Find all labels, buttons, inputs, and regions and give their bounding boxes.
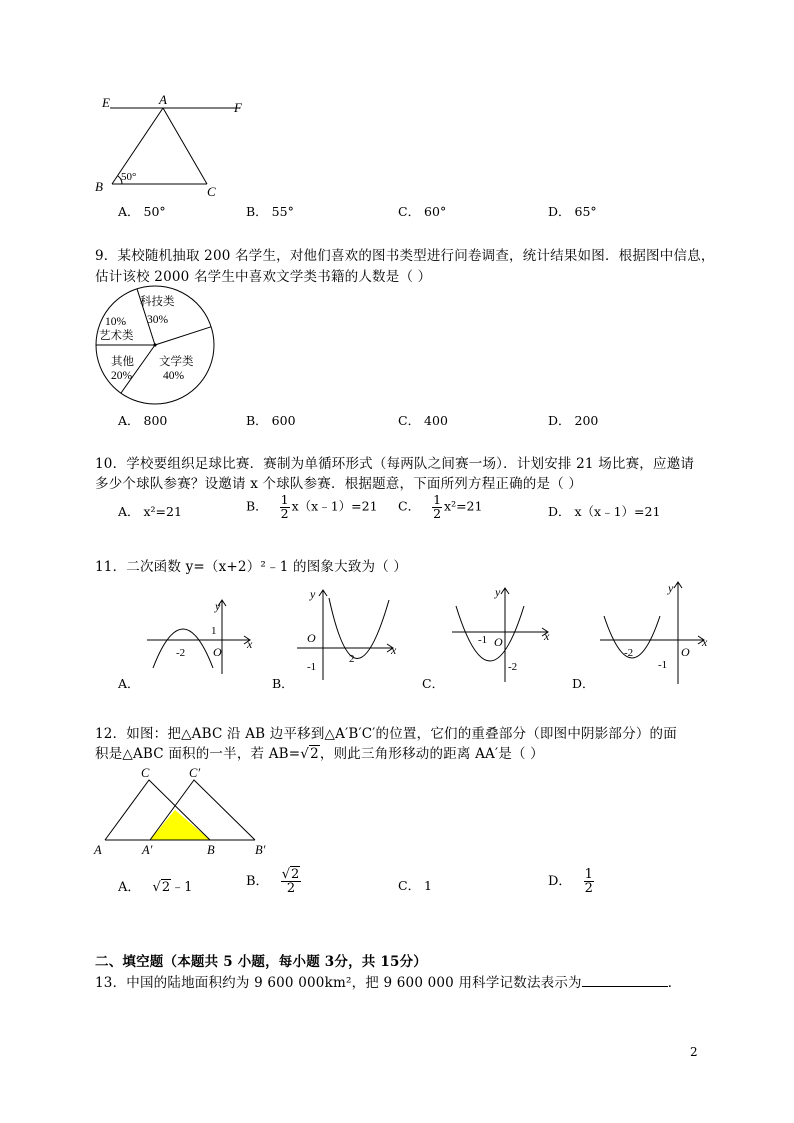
q10-option-d[interactable]: D． x（x﹣1）=21: [548, 504, 661, 519]
pie-chart-q9: [93, 283, 218, 408]
frac-den: 2: [280, 505, 289, 521]
q13-text: 13．中国的陆地面积约为 9 600 000km²，把 9 600 000 用科学记数法表示为: [95, 975, 582, 991]
q12-option-d-prefix: D．: [548, 874, 572, 889]
graph-b-origin: O: [307, 631, 316, 645]
graph-b-plus2: 2: [349, 653, 355, 665]
q12-line1: 12．如图：把△ABC 沿 AB 边平移到△A′B′C′的位置，它们的重叠部分（即图中阴影部分）的面: [95, 726, 677, 742]
graph-a-x: x: [247, 637, 253, 651]
fraction-half: [432, 494, 442, 520]
pie-literature-pct: 40%: [163, 370, 185, 382]
q12-option-a[interactable]: [118, 876, 192, 895]
q8-option-c[interactable]: C． 60°: [398, 204, 447, 219]
frac-num: 1: [584, 867, 593, 882]
q10-option-c-prefix: C．: [398, 498, 421, 514]
frac-num: 1: [433, 492, 442, 507]
label-B: B: [207, 843, 215, 857]
q12-option-c[interactable]: C． 1: [398, 878, 432, 893]
q13-answer-blank[interactable]: [582, 974, 668, 987]
graph-c-y: y: [495, 585, 501, 599]
q10-option-a[interactable]: A． x²=21: [118, 504, 182, 519]
frac-den: 2: [286, 881, 296, 896]
q8-option-d[interactable]: D． 65°: [548, 204, 597, 219]
q10-option-b-rest: x（x﹣1）=21: [291, 498, 378, 514]
graph-c-q11: [448, 584, 558, 684]
angle-label: 50°: [121, 171, 137, 183]
q9-line2: 估计该校 2000 名学生中喜欢文学类书籍的人数是（ ）: [95, 269, 432, 285]
fraction-sqrt2-over-2: [281, 868, 302, 895]
pie-science-label: 科技类: [140, 296, 175, 308]
q9-option-b[interactable]: B． 600: [246, 413, 296, 428]
graph-d-x: x: [702, 635, 708, 649]
frac-den: 2: [433, 505, 442, 521]
graph-d-q11: [598, 576, 716, 686]
graph-d-minus2: -2: [624, 647, 634, 659]
q9-option-d[interactable]: D． 200: [548, 413, 599, 428]
label-A-prime: A′: [142, 843, 153, 857]
sqrt-two: √2: [300, 746, 319, 762]
q12-option-b[interactable]: [246, 868, 303, 895]
label-A: A: [94, 843, 102, 857]
graph-c-x: x: [544, 629, 550, 643]
graph-a-origin: O: [213, 645, 222, 659]
sqrt-radicand: 2: [291, 867, 300, 882]
q10-option-c-rest: x²=21: [444, 498, 483, 514]
q9-option-a[interactable]: A． 800: [118, 413, 168, 428]
graph-a-y: y: [215, 599, 221, 613]
graph-b-x: x: [391, 643, 397, 657]
q12-line2: [95, 742, 544, 762]
q9-line1: 9．某校随机抽取 200 名学生，对他们喜欢的图书类型进行问卷调查，统计结果如图．根据图中信息，: [95, 248, 715, 264]
q10-line2: 多少个球队参赛？设邀请 x 个球队参赛．根据题意，下面所列方程正确的是（ ）: [95, 476, 583, 492]
label-A: A: [159, 92, 167, 107]
q12-option-a-prefix: A．: [118, 880, 141, 895]
label-C: C: [207, 184, 216, 199]
frac-den: 2: [584, 881, 593, 896]
q12-option-b-prefix: B．: [246, 874, 269, 889]
page-number: 2: [690, 1045, 698, 1059]
label-C: C: [141, 766, 150, 780]
q8-option-b[interactable]: B． 55°: [246, 204, 294, 219]
sqrt-two: √2: [152, 880, 171, 895]
q10-line1: 10．学校要组织足球比赛．赛制为单循环形式（每两队之间赛一场）．计划安排 21 场比赛，应邀请: [95, 456, 695, 472]
q11-option-b[interactable]: B．: [272, 676, 294, 691]
sqrt-radicand: 2: [161, 880, 171, 895]
label-B: B: [95, 179, 103, 194]
graph-a-plus1: 1: [211, 625, 217, 637]
pie-literature-label: 文学类: [159, 356, 194, 368]
graph-c-minus1: -1: [478, 634, 488, 646]
q11-option-c[interactable]: C．: [422, 676, 445, 691]
q10-option-c[interactable]: [398, 494, 482, 520]
pie-other-pct: 20%: [111, 370, 133, 382]
sqrt-two: √2: [281, 867, 300, 882]
q10-option-b-prefix: B．: [246, 498, 268, 514]
q12-option-a-rest: ﹣1: [171, 880, 193, 895]
pie-art-label: 艺术类: [99, 330, 134, 342]
q13-end: ．: [667, 975, 682, 991]
q13-line: [95, 971, 681, 991]
sqrt-radicand: 2: [310, 746, 319, 762]
q10-option-b[interactable]: [246, 494, 378, 520]
q11-option-d[interactable]: D．: [572, 676, 595, 691]
graph-c-origin: O: [494, 635, 503, 649]
graph-b-y: y: [310, 587, 316, 601]
translation-figure-q12: [92, 765, 277, 860]
q12-line2-b: ，则此三角形移动的距离 AA′是（ ）: [319, 746, 544, 762]
label-C-prime: C′: [189, 766, 201, 780]
q11-line: 11．二次函数 y=（x+2）²﹣1 的图象大致为（ ）: [95, 559, 408, 575]
graph-c-minus2: -2: [508, 661, 518, 673]
triangle-figure-q8: [90, 92, 260, 200]
graph-b-q11: [293, 584, 408, 684]
graph-d-minus1: -1: [658, 659, 668, 671]
frac-num: 1: [280, 492, 289, 507]
pie-other-label: 其他: [111, 356, 134, 368]
q8-option-a[interactable]: A． 50°: [118, 204, 166, 219]
graph-d-y: y: [668, 581, 674, 595]
graph-a-q11: [145, 596, 260, 676]
label-E: E: [102, 95, 110, 110]
q12-option-d[interactable]: [548, 868, 596, 895]
q12-line2-a: 积是△ABC 面积的一半，若 AB=: [95, 746, 301, 762]
label-F: F: [234, 100, 242, 115]
pie-science-pct: 30%: [147, 314, 169, 326]
frac-num: [281, 868, 302, 882]
q9-option-c[interactable]: C． 400: [398, 413, 448, 428]
q11-option-a[interactable]: A．: [118, 676, 140, 691]
label-B-prime: B′: [255, 843, 266, 857]
section-2-title: 二、填空题（本题共 5 小题，每小题 3分，共 15分）: [95, 954, 427, 970]
graph-d-origin: O: [681, 645, 690, 659]
pie-art-pct: 10%: [105, 316, 127, 328]
fraction-half: [280, 494, 290, 520]
graph-b-minus1: -1: [307, 661, 317, 673]
fraction-half: [584, 868, 594, 895]
graph-a-minus2: -2: [176, 647, 186, 659]
